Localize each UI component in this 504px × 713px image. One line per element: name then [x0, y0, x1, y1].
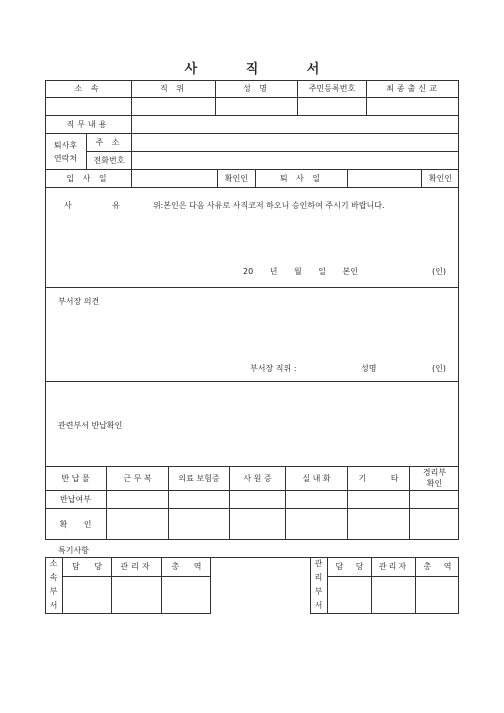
confirm-cell[interactable]	[169, 509, 230, 540]
document-title: 사 직 서	[184, 62, 342, 77]
header-rrn: 주민등록번호	[298, 80, 367, 98]
return-cell[interactable]	[169, 491, 230, 509]
approval-left-manager: 관리자	[112, 557, 162, 577]
contact-group-line1: 퇴사후	[53, 140, 78, 150]
confirm-cell[interactable]	[230, 509, 286, 540]
return-header-item: 반 납 물	[45, 466, 107, 491]
confirm-cell[interactable]	[410, 509, 459, 540]
label-join-date: 입 사 일	[45, 170, 132, 188]
return-row-returned-label: 반납여부	[45, 491, 107, 509]
manager-label: 부서장 의견	[58, 297, 100, 306]
reason-text: 위 본인은 다음 사유로 사직코저 하오니 승인하여 주시기 바랍니다.	[153, 201, 385, 210]
value-leave-date[interactable]	[348, 170, 422, 188]
label-phone: 전화번호	[87, 152, 132, 170]
header-position: 직 위	[132, 80, 216, 98]
approval-left-group: 소속부서	[45, 557, 63, 614]
return-header-uniform: 근 무 복	[107, 466, 169, 491]
header-school: 최종출신교	[367, 80, 459, 98]
label-duty: 직무내용	[45, 116, 132, 134]
approval-right-manager: 관리자	[372, 557, 416, 577]
return-cell[interactable]	[107, 491, 169, 509]
confirm-cell[interactable]	[107, 509, 169, 540]
label-leave-date: 퇴 사 일	[256, 170, 348, 188]
return-cell[interactable]	[348, 491, 410, 509]
return-check-label: 관련부서 반납확인	[58, 421, 123, 430]
approval-right-director: 총 역	[416, 557, 459, 577]
approval-left-sign[interactable]	[112, 577, 162, 614]
value-rrn[interactable]	[298, 98, 367, 116]
divider-manager	[45, 381, 459, 382]
label-confirm-1: 확인인	[218, 170, 256, 188]
approval-left-sign[interactable]	[63, 577, 112, 614]
value-name[interactable]	[216, 98, 298, 116]
return-header-insurance: 의료 보험증	[169, 466, 230, 491]
label-contact-group	[45, 134, 87, 170]
return-cell[interactable]	[410, 491, 459, 509]
value-dept[interactable]	[45, 98, 132, 116]
approval-left-director: 총 역	[162, 557, 211, 577]
label-address: 주 소	[87, 134, 132, 152]
return-cell[interactable]	[230, 491, 286, 509]
manager-sign-name: 성명	[361, 364, 377, 373]
value-school[interactable]	[367, 98, 459, 116]
return-header-slippers: 실 내 화	[286, 466, 348, 491]
contact-group-line2: 연락처	[53, 153, 78, 163]
approval-right-staff: 담 당	[328, 557, 372, 577]
value-duty[interactable]	[132, 116, 459, 134]
value-join-date[interactable]	[132, 170, 218, 188]
notes-label: 특기사항	[58, 546, 89, 555]
approval-left-sign[interactable]	[162, 577, 211, 614]
manager-sign-position: 부서장 직위 :	[250, 364, 297, 373]
header-name: 성 명	[216, 80, 298, 98]
confirm-cell[interactable]	[286, 509, 348, 540]
approval-right-sign[interactable]	[416, 577, 459, 614]
label-confirm-2: 확인인	[422, 170, 459, 188]
reason-label: 사 유 :	[64, 201, 164, 210]
value-position[interactable]	[132, 98, 216, 116]
return-header-other: 기 타	[348, 466, 410, 491]
return-row-confirm-label: 확 인	[45, 509, 107, 540]
confirm-cell[interactable]	[348, 509, 410, 540]
return-header-accounting: 경리부 확인	[410, 466, 459, 491]
approval-left-staff: 담 당	[63, 557, 112, 577]
return-cell[interactable]	[286, 491, 348, 509]
reason-date-line: 20 년 월 일 본인	[243, 267, 358, 276]
header-dept: 소 속	[45, 80, 132, 98]
reason-seal: (인)	[432, 267, 446, 276]
approval-right-sign[interactable]	[372, 577, 416, 614]
approval-right-sign[interactable]	[328, 577, 372, 614]
manager-seal: (인)	[432, 364, 446, 373]
value-address[interactable]	[132, 134, 459, 152]
approval-right-group: 관리부서	[310, 557, 328, 614]
value-phone[interactable]	[132, 152, 459, 170]
divider-reason	[45, 287, 459, 288]
return-header-id-card: 사 원 증	[230, 466, 286, 491]
